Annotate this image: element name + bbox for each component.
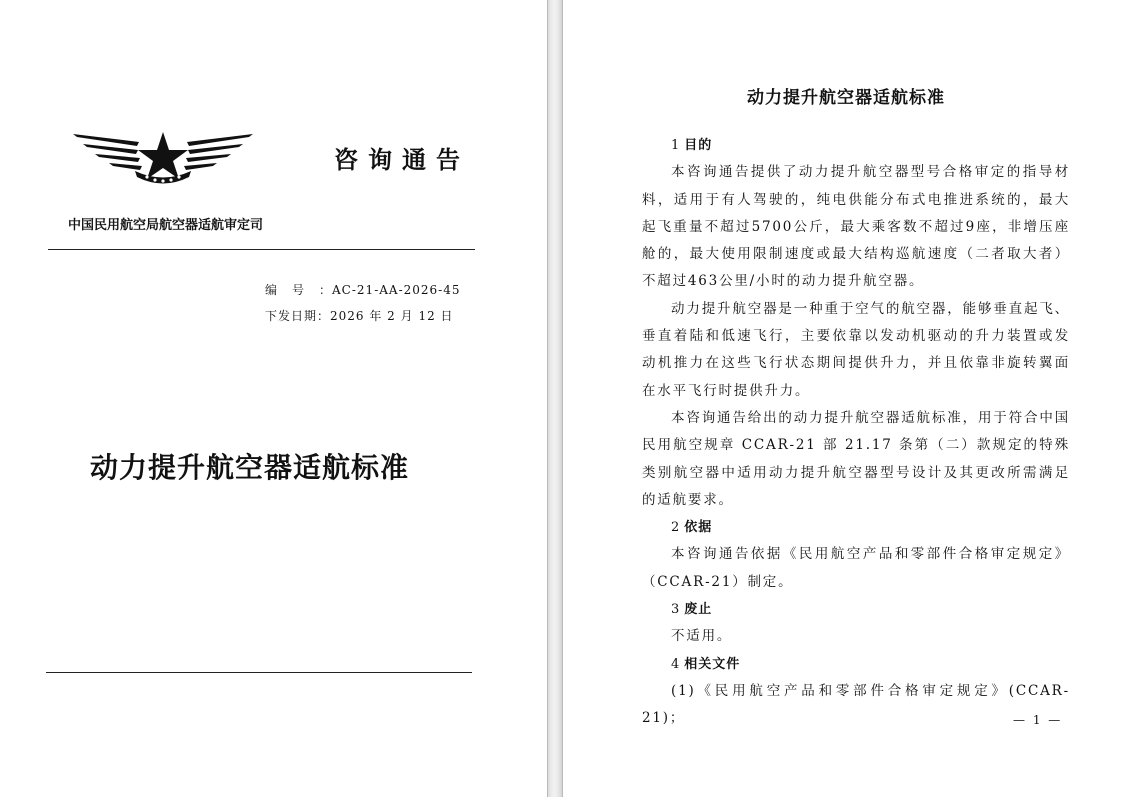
- issue-date-row: [265, 307, 454, 325]
- body-paragraph: 动力提升航空器是一种重于空气的航空器，能够垂直起飞、垂直着陆和低速飞行，主要依靠以发动机驱动的升力装置或发动机推力在这些飞行状态期间提供升力，并且依靠非旋转翼面在水平飞行时提供升力。: [642, 300, 1070, 399]
- page-gutter: [547, 0, 563, 797]
- notice-type-title: 咨询通告: [334, 145, 470, 174]
- document-number-value: ：AC-21-AA-2026-45: [319, 283, 461, 297]
- section-heading-basis: 2 依据: [671, 520, 713, 536]
- section-heading-related-documents: 4 相关文件: [671, 656, 741, 672]
- body-paragraph: 不适用。: [671, 628, 733, 645]
- page-number: — 1 —: [1013, 713, 1063, 727]
- issue-date-label: 下发日期: [265, 309, 318, 323]
- body-paragraph: (1)《民用航空产品和零部件合格审定规定》(CCAR-21)；: [642, 682, 1070, 727]
- body-paragraph: 本咨询通告给出的动力提升航空器适航标准，用于符合中国民用航空规章 CCAR-21 部 21.17 条第（二）款规定的特殊类别航空器中适用动力提升航空器型号设计及其更改所需满足的适航要求。: [642, 409, 1070, 508]
- document-body: [642, 132, 1070, 733]
- document-page-left: [0, 0, 547, 797]
- document-number-label: 编号: [265, 283, 320, 297]
- body-paragraph: 本咨询通告提供了动力提升航空器型号合格审定的指导材料，适用于有人驾驶的，纯电供能分布式电推进系统的，最大起飞重量不超过5700公斤，最大乘客数不超过9座，非增压座舱的，最大使用限制速度或最大结构巡航速度（二者取大者）不超过463公里/小时的动力提升航空器。: [642, 164, 1070, 290]
- footer-divider: [46, 672, 472, 673]
- body-paragraph: 本咨询通告依据《民用航空产品和零部件合格审定规定》（CCAR-21）制定。: [642, 546, 1070, 590]
- section-heading-purpose: 1 目的: [671, 138, 713, 153]
- document-main-title: 动力提升航空器适航标准: [90, 451, 410, 484]
- section-heading-abolition: 3 废止: [671, 602, 713, 618]
- caac-wings-emblem-icon: [71, 130, 255, 188]
- document-number-row: [265, 281, 461, 299]
- issue-date-value: ：2026 年 2 月 12 日: [317, 309, 454, 323]
- issuing-authority: 中国民用航空局航空器适航审定司: [68, 218, 264, 233]
- header-divider: [48, 249, 475, 250]
- page-title: 动力提升航空器适航标准: [747, 88, 945, 108]
- document-page-right: [563, 0, 1127, 797]
